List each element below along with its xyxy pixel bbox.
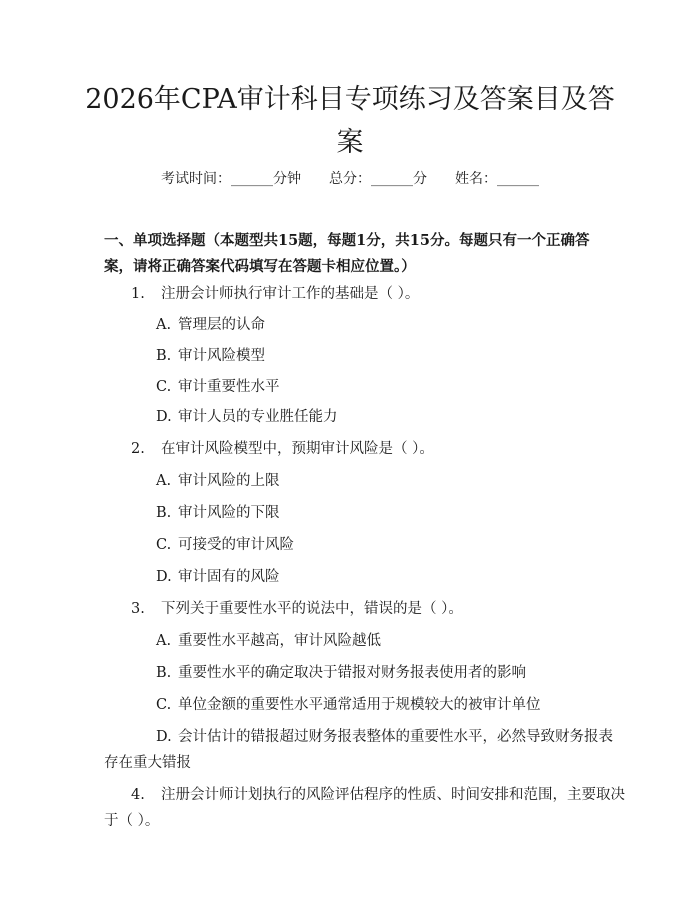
exam-name-field: 姓名：______ <box>455 171 539 187</box>
option-text: 审计人员的专业胜任能力 <box>178 409 338 425</box>
option-3c <box>156 692 541 718</box>
option-3d <box>156 724 613 750</box>
question-text: 在审计风险模型中，预期审计风险是（ ）。 <box>161 441 434 457</box>
section-heading-line-2: 案，请将正确答案代码填写在答题卡相应位置。） <box>104 258 416 275</box>
option-text: 审计重要性水平 <box>178 379 280 395</box>
exam-score-field: 总分：______分 <box>329 171 427 187</box>
option-3b <box>156 660 526 686</box>
exam-time-field: 考试时间：______分钟 <box>161 171 301 187</box>
option-text: 重要性水平越高，审计风险越低 <box>178 633 381 649</box>
option-text: 可接受的审计风险 <box>178 537 294 553</box>
section-heading <box>104 228 600 280</box>
option-1a <box>156 312 265 338</box>
option-text: 审计固有的风险 <box>178 569 280 585</box>
question-text: 下列关于重要性水平的说法中，错误的是（ ）。 <box>161 601 463 617</box>
option-1b <box>156 343 265 369</box>
option-text: 会计估计的错报超过财务报表整体的重要性水平，必然导致财务报表 <box>178 729 613 745</box>
option-text: 管理层的认命 <box>178 317 265 333</box>
option-letter: A. <box>156 633 172 649</box>
option-letter: D. <box>156 569 172 585</box>
option-2b <box>156 500 280 526</box>
option-letter: C. <box>156 379 172 395</box>
option-3d-continued: 存在重大错报 <box>104 755 191 771</box>
option-text: 审计风险模型 <box>178 348 265 364</box>
option-letter: A. <box>156 317 172 333</box>
question-4-continued: 于（ ）。 <box>104 813 160 829</box>
title-line-2: 案 <box>336 127 364 158</box>
question-number: 4. <box>131 787 145 803</box>
option-letter: D. <box>156 729 172 745</box>
option-2a <box>156 468 280 494</box>
question-number: 1. <box>131 286 145 302</box>
question-number: 2. <box>131 441 145 457</box>
option-letter: D. <box>156 409 172 425</box>
question-2 <box>131 436 434 462</box>
exam-info <box>0 168 700 188</box>
option-letter: B. <box>156 505 172 521</box>
question-text: 注册会计师执行审计工作的基础是（ ）。 <box>161 286 420 302</box>
option-text: 审计风险的下限 <box>178 505 280 521</box>
option-letter: C. <box>156 537 172 553</box>
option-letter: B. <box>156 665 172 681</box>
option-3a <box>156 628 381 654</box>
section-heading-line-1: 一、单项选择题（本题型共15题，每题1分，共15分。每题只有一个正确答 <box>104 232 590 249</box>
option-letter: B. <box>156 348 172 364</box>
option-text: 审计风险的上限 <box>178 473 280 489</box>
question-3 <box>131 596 463 622</box>
question-4 <box>131 782 625 808</box>
option-text: 单位金额的重要性水平通常适用于规模较大的被审计单位 <box>178 697 541 713</box>
option-1c <box>156 374 280 400</box>
question-text: 注册会计师计划执行的风险评估程序的性质、时间安排和范围，主要取决 <box>161 787 625 803</box>
option-letter: A. <box>156 473 172 489</box>
question-1 <box>131 281 419 307</box>
question-number: 3. <box>131 601 145 617</box>
option-text: 重要性水平的确定取决于错报对财务报表使用者的影响 <box>178 665 526 681</box>
option-2d <box>156 564 280 590</box>
option-letter: C. <box>156 697 172 713</box>
title-line-1: 2026年CPA审计科目专项练习及答案目及答 <box>85 84 615 115</box>
option-1d <box>156 404 338 430</box>
option-2c <box>156 532 294 558</box>
document-title <box>80 78 620 164</box>
